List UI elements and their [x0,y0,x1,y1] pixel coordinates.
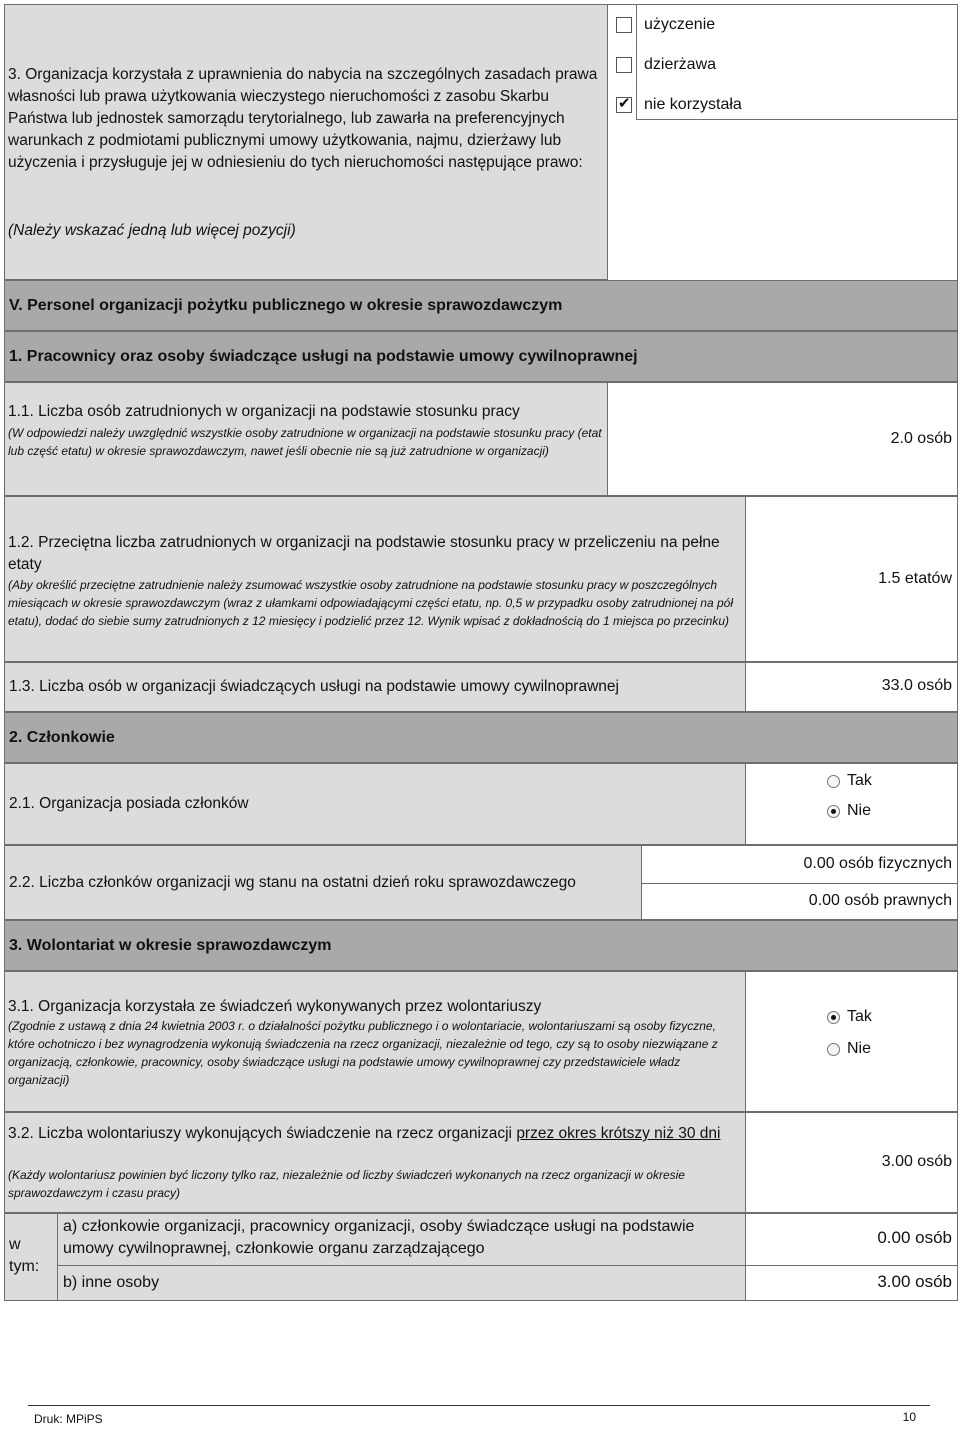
q22-text: 2.2. Liczba członków organizacji wg stanu na ostatni dzień roku sprawozdawczego [9,873,576,891]
employees-header [4,331,958,382]
breakdown-b-value: 3.00 osób [877,1272,952,1291]
q31-text: 3.1. Organizacja korzystała ze świadczeń wykonywanych przez wolontariuszy [8,998,542,1015]
q21-text: 2.1. Organizacja posiada członków [9,795,249,812]
q32-value: 3.00 osób [881,1153,952,1170]
q21-option-label: Tak [847,772,872,789]
q12-text: 1.2. Przeciętna liczba zatrudnionych w organizacji na podstawie stosunku pracy w przeliczeniu na pełne etaty [8,534,720,573]
q13-text: 1.3. Liczba osób w organizacji świadczących usługi na podstawie umowy cywilnoprawnej [9,678,619,695]
radio-selected-icon[interactable] [827,1011,840,1024]
q32-text-main: 3.2. Liczba wolontariuszy wykonujących świadczenie na rzecz organizacji [8,1125,517,1142]
footer-divider [28,1405,930,1406]
sec3-question-note: (Należy wskazać jedną lub więcej pozycji) [8,222,296,239]
breakdown-b-text: b) inne osoby [63,1274,160,1291]
checkbox-icon[interactable] [616,57,632,73]
section-v-header [4,280,958,331]
q31-option-label: Nie [847,1040,872,1057]
sec3-option-dzierzawa[interactable] [616,54,716,76]
q32-text-underlined: przez okres krótszy niż 30 dni [516,1125,721,1142]
q32-note: (Każdy wolontariusz powinien być liczony tylko raz, niezależnie od liczby świadczeń wykonanych na rzecz organizacji w okresie sprawozdawczym i czasu pracy) [8,1168,685,1200]
sec3-option-label: dzierżawa [644,56,717,73]
q11-text: 1.1. Liczba osób zatrudnionych w organizacji na podstawie stosunku pracy [8,403,520,420]
members-header [4,712,958,763]
sec3-question-text: 3. Organizacja korzystała z uprawnienia do nabycia na szczególnych zasadach prawa własności lub prawa użytkowania wieczystego nieruchomości z zasobu Skarbu Państwa lub jednostek samorządu terytorialnego, lub zawarła na preferencyjnych warunkach z podmiotami publicznymi umowy użytkowania, najmu, dzierżawy lub użyczenia i przysługuje jej w odniesieniu do tych nieruchomości następujące prawo: [8,66,598,171]
checkbox-checked-icon[interactable] [616,97,632,113]
radio-icon[interactable] [827,775,840,788]
q32-text [8,1123,740,1145]
breakdown-a-text: a) członkowie organizacji, pracownicy organizacji, osoby świadczące usługi na podstawie umowy cywilnoprawnej, członkowie organu zarządzającego [63,1218,695,1257]
q21-option-label: Nie [847,802,872,819]
sec3-option-nie-korzystala[interactable] [616,94,742,116]
q21-cell [4,763,746,845]
footer-page-number: 10 [902,1410,916,1424]
q13-value: 33.0 osób [881,677,952,694]
q31-radio-group [827,1004,872,1062]
members-title: 2. Członkowie [9,728,115,746]
section-v-title: V. Personel organizacji pożytku publicznego w okresie sprawozdawczym [9,296,563,314]
sec3-option-uzyczenie[interactable] [616,14,715,36]
sec3-option-label: nie korzystała [644,96,742,113]
breakdown-label: w tym: [9,1236,40,1275]
q11-value: 2.0 osób [890,430,952,447]
radio-selected-icon[interactable] [827,805,840,818]
q31-option-label: Tak [847,1008,872,1025]
q21-option-tak[interactable] [827,768,872,794]
q21-option-nie[interactable] [827,798,872,824]
radio-icon[interactable] [827,1043,840,1056]
q12-note: (Aby określić przeciętne zatrudnienie należy zsumować wszystkie osoby zatrudnione na podstawie stosunku pracy w poszczególnych miesiącach w okresie sprawozdawczym (wraz z ułamkami odpowiadającymi części etatu, np. 0,5 w przypadku osoby zatrudnionej na pół etatu), dodać do siebie sumy zatrudnionych z 12 miesięcy i podzielić przez 12. Wynik wpisać z dokładnością do 1 miejsca po przecinku) [8,578,733,628]
q22-legal-value: 0.00 osób prawnych [808,892,952,909]
q12-value: 1.5 etatów [878,570,952,587]
employees-title: 1. Pracownicy oraz osoby świadczące usługi na podstawie umowy cywilnoprawnej [9,347,638,365]
q21-radio-group [827,768,872,824]
q22-natural-value: 0.00 osób fizycznych [803,855,952,872]
q31-note: (Zgodnie z ustawą z dnia 24 kwietnia 2003 r. o działalności pożytku publicznego i o wolontariacie, wolontariuszami są osoby fizyczne, które ochotniczo i bez wynagrodzenia wykonują świadczenia na rzecz organizacji, niezależnie od tego, czy są to osoby niezwiązane z organizacją, członkowie, pracownicy, osoby świadczące usługi na podstawie umowy cywilnoprawnej czy przedstawiciele władz organizacji) [8,1019,718,1087]
q31-option-nie[interactable] [827,1036,872,1062]
footer-print-label: Druk: MPiPS [34,1412,103,1426]
volunteering-header [4,920,958,971]
q22-cell [4,845,642,920]
q11-note: (W odpowiedzi należy uwzględnić wszystkie osoby zatrudnione w organizacji na podstawie stosunku pracy (etat lub część etatu) w okresie sprawozdawczym, nawet jeśli obecnie nie są już zatrudnione w organizacji) [8,426,602,458]
breakdown-a-value: 0.00 osób [877,1228,952,1247]
q31-option-tak[interactable] [827,1004,872,1030]
sec3-option-label: użyczenie [644,16,716,33]
q13-cell [4,662,746,712]
volunteering-title: 3. Wolontariat w okresie sprawozdawczym [9,936,332,954]
checkbox-icon[interactable] [616,17,632,33]
